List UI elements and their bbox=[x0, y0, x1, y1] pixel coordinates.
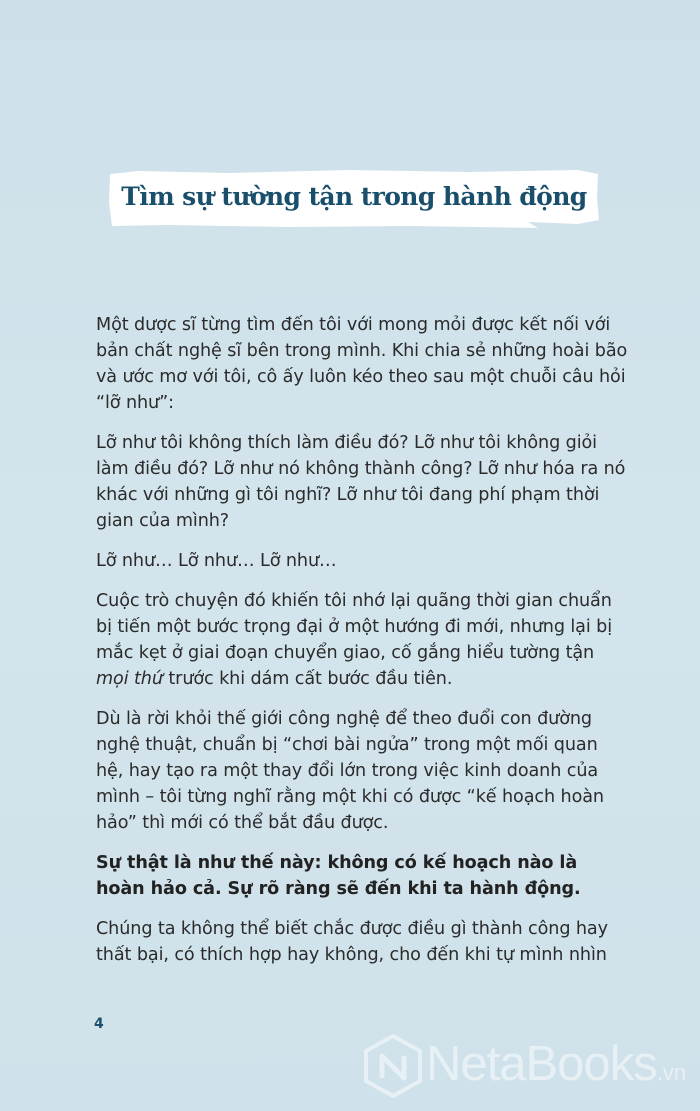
paragraph-memory bbox=[96, 588, 628, 692]
watermark-brand: NetaBooks bbox=[426, 1037, 657, 1091]
paragraph-memory-text-end: trước khi dám cất bước đầu tiên. bbox=[162, 669, 453, 689]
chapter-title-block bbox=[108, 168, 600, 230]
body-text bbox=[96, 312, 628, 982]
page-number: 4 bbox=[94, 1016, 104, 1032]
paragraph-memory-text: Cuộc trò chuyện đó khiến tôi nhớ lại quãng thời gian chuẩn bị tiến một bước trọng đại ở một hướng đi mới, nhưng lại bị mắc kẹt ở giai đoạn chuyển giao, cố gắng hiểu tường tận bbox=[96, 591, 613, 663]
paragraph-plan: Dù là rời khỏi thế giới công nghệ để theo đuổi con đường nghệ thuật, chuẩn bị “chơi bài ngửa” trong một mối quan hệ, hay tạo ra một thay đổi lớn trong việc kinh doanh của mình – tôi từng nghĩ rằng một khi có được “kế hoạch hoàn hảo” thì mới có thể bắt đầu được. bbox=[96, 709, 604, 833]
paragraph-what-if: Lỡ như… Lỡ như… Lỡ như… bbox=[96, 551, 337, 571]
chapter-title: Tìm sự tường tận trong hành động bbox=[121, 182, 587, 211]
watermark bbox=[362, 1030, 692, 1102]
netabooks-logo-icon bbox=[362, 1034, 424, 1098]
paragraph-key-truth: Sự thật là như thế này: không có kế hoạch nào là hoàn hảo cả. Sự rõ ràng sẽ đến khi ta hành động. bbox=[96, 853, 581, 899]
watermark-suffix: .vn bbox=[656, 1060, 687, 1085]
paragraph-last: Chúng ta không thể biết chắc được điều gì thành công hay thất bại, có thích hợp hay không, cho đến khi tự mình nhìn bbox=[96, 919, 608, 965]
watermark-text bbox=[426, 1036, 686, 1101]
paragraph-memory-emphasis: mọi thứ bbox=[96, 669, 163, 689]
paragraph-questions: Lỡ như tôi không thích làm điều đó? Lỡ như tôi không giỏi làm điều đó? Lỡ như nó không thành công? Lỡ như hóa ra nó khác với những gì tôi nghĩ? Lỡ như tôi đang phí phạm thời gian của mình? bbox=[96, 433, 626, 531]
paragraph-intro: Một dược sĩ từng tìm đến tôi với mong mỏi được kết nối với bản chất nghệ sĩ bên trong mình. Khi chia sẻ những hoài bão và ước mơ với tôi, cô ấy luôn kéo theo sau một chuỗi câu hỏi “lỡ như”: bbox=[96, 315, 628, 413]
